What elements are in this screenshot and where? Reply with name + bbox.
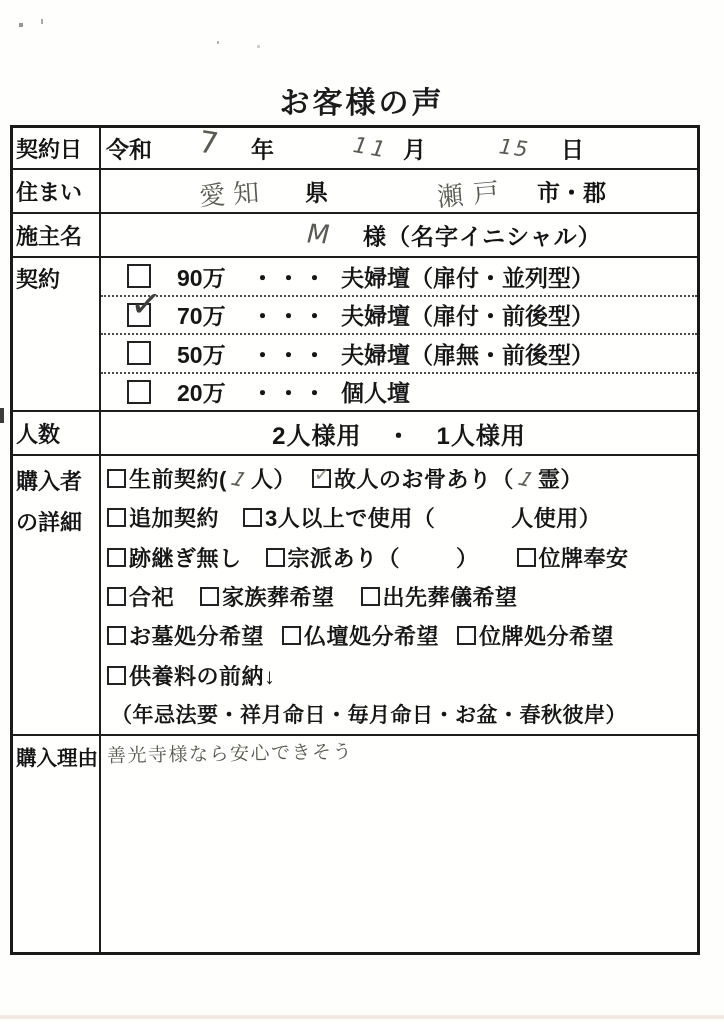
purchaser-details-label [13, 456, 101, 734]
people-options: 2人様用 ・ 1人様用 [272, 422, 526, 450]
scan-bottom-edge [0, 1015, 724, 1019]
contract-date-cell [101, 124, 697, 168]
check-mark-icon: ✓ [127, 282, 164, 328]
purchaser-details-label-line2: の詳細 [16, 510, 83, 535]
checkbox-unchecked[interactable] [127, 380, 151, 404]
handwritten-month: 11 [351, 133, 391, 164]
check-mark-icon: ✓ [313, 464, 331, 487]
purchaser-detail-line [107, 459, 697, 498]
option-text: お墓処分希望 [129, 624, 265, 650]
purchaser-details-label-line1: 購入者 [16, 469, 83, 494]
option-text: 合祀 [129, 584, 175, 610]
checkbox-unchecked[interactable] [200, 587, 219, 606]
checkbox-unchecked[interactable] [266, 548, 285, 567]
checkbox-unchecked[interactable] [127, 341, 151, 365]
option-text: 生前契約( [129, 467, 227, 493]
contract-option [101, 333, 697, 372]
handwritten-year: 7 [196, 124, 221, 163]
row-purchase-reason [13, 736, 697, 952]
checkbox-unchecked[interactable] [361, 587, 380, 606]
contract-option-list [101, 258, 697, 410]
option-text: 故人のお骨あり（ [333, 467, 514, 493]
option-description: 個人壇 [341, 380, 410, 407]
checkbox-unchecked[interactable] [243, 508, 262, 527]
contract-option [101, 258, 697, 295]
handwritten-day: 15 [497, 134, 532, 162]
purchaser-detail-line [107, 577, 697, 616]
purchaser-detail-line [107, 538, 697, 577]
option-text: 家族葬希望 [222, 584, 335, 610]
scan-speck [19, 23, 23, 27]
checkbox-unchecked[interactable] [107, 587, 126, 606]
purchase-reason-cell [101, 736, 697, 952]
checkbox-unchecked[interactable] [517, 548, 536, 567]
contract-option [101, 282, 697, 334]
month-suffix: 月 [403, 136, 426, 163]
checkbox-unchecked[interactable] [282, 626, 301, 645]
purchaser-details-cell [101, 456, 697, 734]
checkbox-checked[interactable] [312, 464, 331, 488]
option-text: 宗派あり（ [287, 545, 401, 571]
option-text: 跡継ぎ無し [129, 545, 242, 571]
purchaser-detail-line [107, 655, 697, 694]
residence-label: 住まい [13, 170, 101, 212]
scan-speck [217, 41, 219, 44]
option-price: 90万 [177, 264, 226, 291]
option-text: （年忌法要・祥月命日・毎月命日・お盆・春秋彼岸） [111, 704, 627, 728]
scan-speck [41, 19, 43, 24]
option-text: 位牌奉安 [538, 545, 629, 571]
contract-cell [101, 258, 697, 410]
row-contract [13, 258, 697, 412]
option-text: 供養料の前納↓ [129, 663, 276, 689]
option-text: 位牌処分希望 [479, 624, 615, 650]
purchaser-detail-line [107, 616, 697, 655]
option-dots: ・・・ [251, 303, 329, 330]
people-cell [101, 412, 697, 454]
purchaser-detail-line [107, 695, 697, 734]
row-people [13, 412, 697, 456]
option-text: 人使用） [511, 506, 602, 532]
contract-option [101, 372, 697, 411]
customer-voice-form [10, 125, 700, 955]
handwritten-initial: M [306, 219, 331, 251]
owner-suffix: 様（名字イニシャル） [363, 223, 602, 250]
option-text: 霊） [537, 467, 583, 493]
row-residence [13, 170, 697, 214]
option-text: 仏壇処分希望 [304, 624, 440, 650]
handwritten-city: 瀬戸 [436, 176, 511, 214]
option-text: 追加契約 [129, 506, 220, 532]
checkbox-unchecked[interactable] [107, 666, 126, 685]
option-text: 出先葬儀希望 [382, 584, 518, 610]
option-dots: ・・・ [251, 264, 329, 291]
era-label: 令和 [106, 136, 152, 163]
city-suffix: 市・郡 [537, 179, 606, 206]
row-purchaser-details [13, 456, 697, 736]
handwritten-mark: 1 [514, 466, 538, 492]
contract-date-label: 契約日 [13, 128, 101, 168]
checkbox-unchecked[interactable] [107, 548, 126, 567]
row-contract-date [13, 124, 697, 170]
year-suffix: 年 [251, 136, 274, 163]
handwritten-mark: 1 [227, 466, 251, 492]
prefecture-suffix: 県 [305, 179, 328, 206]
handwritten-reason: 善光寺様なら安心できそう [106, 740, 354, 768]
option-text: 3人以上で使用（ [265, 506, 436, 532]
option-description: 夫婦壇（扉付・並列型） [341, 264, 594, 291]
checkbox-checked[interactable] [127, 282, 164, 328]
option-dots: ・・・ [251, 380, 329, 407]
owner-name-label: 施主名 [13, 214, 101, 256]
page-title: お客様の声 [279, 87, 445, 120]
option-text: ） [456, 545, 479, 571]
owner-name-cell [101, 214, 697, 256]
checkbox-unchecked[interactable] [107, 508, 126, 527]
scan-speck [257, 45, 260, 48]
checkbox-unchecked[interactable] [107, 626, 126, 645]
option-dots: ・・・ [251, 341, 329, 368]
scan-edge-artifact [0, 408, 4, 423]
checkbox-unchecked[interactable] [107, 469, 126, 488]
row-owner-name [13, 214, 697, 258]
option-description: 夫婦壇（扉付・前後型） [341, 303, 594, 330]
day-suffix: 日 [561, 136, 584, 163]
option-price: 50万 [177, 341, 226, 368]
handwritten-prefecture: 愛知 [198, 177, 269, 213]
purchase-reason-label: 購入理由 [13, 736, 101, 952]
purchaser-detail-line [107, 498, 697, 537]
people-label: 人数 [13, 412, 101, 454]
contract-label: 契約 [13, 258, 101, 410]
checkbox-unchecked[interactable] [457, 626, 476, 645]
option-price: 20万 [177, 380, 226, 407]
purchaser-detail-lines [101, 456, 697, 734]
residence-cell [101, 170, 697, 212]
option-text: 人） [250, 467, 296, 493]
option-description: 夫婦壇（扉無・前後型） [341, 341, 594, 368]
option-price: 70万 [177, 303, 226, 330]
